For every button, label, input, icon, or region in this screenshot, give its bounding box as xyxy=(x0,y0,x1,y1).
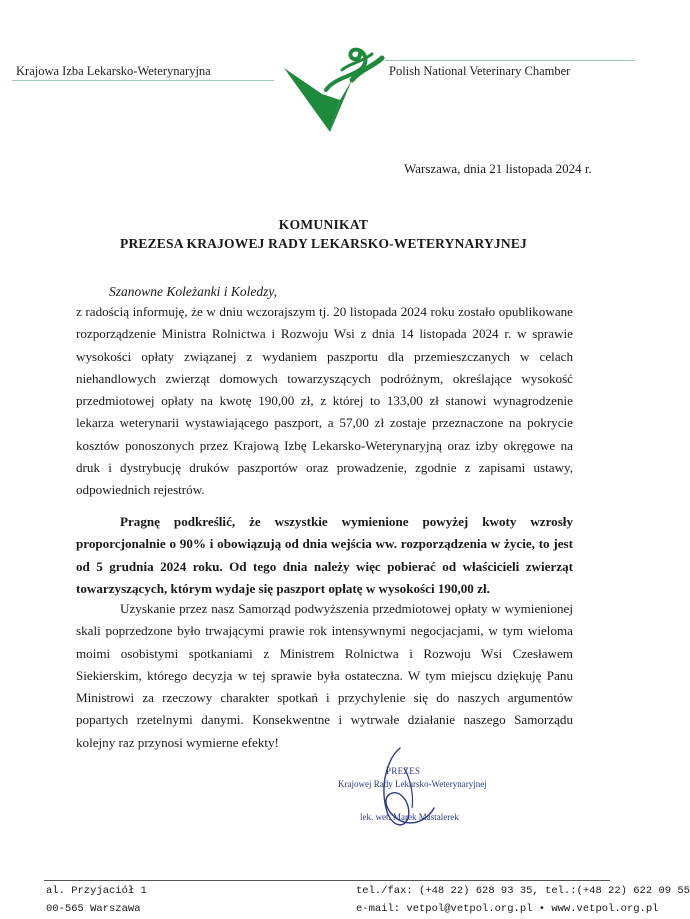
org-name-polish: Krajowa Izba Lekarsko-Weterynaryjna xyxy=(16,64,211,78)
paragraph-announcement: z radością informuję, że w dniu wczorajszym tj. 20 listopada 2024 roku zostało opublikowane rozporządzenie Ministra Rolnictwa i Rozwoju Wsi z dnia 14 listopada 2024 r. w sprawie wysokości opłaty związanej z wydaniem paszportu dla przemieszczanych w celach niehandlowych zwierząt domowych towarzyszących podróżnym, określające wysokość przedmiotowej opłaty na kwotę 190,00 zł, z której to 133,00 zł stanowi wynagrodzenie lekarza weterynarii wystawiającego paszport, a 57,00 zł zostaje przeznaczone na pokrycie kosztów ponoszonych przez Krajową Izbę Lekarsko-Weterynaryjną oraz izby okręgowe na druk i dystrybucję druków paszportów oraz prowadzenie, zgodnie z zapisami ustawy, odpowiednich rejestrów. xyxy=(76,304,573,498)
paragraph-emphasis: Pragnę podkreślić, że wszystkie wymienione powyżej kwoty wzrosły proporcjonalnie o 90% i obowiązują od dnia wejścia ww. rozporządzenia w życie, to jest od 5 grudnia 2024 roku. Od tego dnia należy więc pobierać od właścicieli zwierząt towarzyszących, którym wydaje się paszport opłatę w wysokości 190,00 zł. xyxy=(76,514,573,596)
signature-stamp-org: Krajowej Rady Lekarsko-Weterynaryjnej xyxy=(338,779,487,789)
paragraph-negotiations: Uzyskanie przez nasz Samorząd podwyższenia przedmiotowej opłaty w wymienionej skali poprzedzone było trwającymi prawie rok intensywnymi negocjacjami, w tym wieloma moimi osobistymi spotkaniami z Ministrem Rolnictwa i Rozwoju Wsi Czesławem Siekierskim, którego decyzja w tej sprawie była ostateczna. W tym miejscu dziękuję Panu Ministrowi za rzeczowy charakter spotkań i przychylenie się do naszych argumentów popartych rzetelnymi danymi. Konsekwentne i wytrwałe działanie naszego Samorządu kolejny raz przynosi wymierne efekty! xyxy=(76,601,573,750)
greeting: Szanowne Koleżanki i Koledzy, xyxy=(109,284,277,299)
footer-email-web[interactable]: e-mail: vetpol@vetpol.org.pl • www.vetpol.org.pl xyxy=(356,903,659,915)
signatory-name: lek. wet. Marek Mastalerek xyxy=(360,812,459,822)
header-divider-right xyxy=(385,60,635,61)
document-subtitle: PREZESA KRAJOWEJ RADY LEKARSKO-WETERYNARYJNEJ xyxy=(120,236,527,251)
footer-address-city: 00-565 Warszawa xyxy=(46,903,141,915)
document-title: KOMUNIKAT xyxy=(278,217,369,232)
date-line: Warszawa, dnia 21 listopada 2024 r. xyxy=(404,161,592,176)
org-name-english: Polish National Veterinary Chamber xyxy=(389,64,571,78)
footer-address-street: al. Przyjaciół 1 xyxy=(46,885,147,897)
header-divider-left xyxy=(12,80,274,81)
vet-chamber-logo-icon xyxy=(282,40,387,135)
signature-stamp-title: PREZES xyxy=(386,766,421,776)
footer-divider xyxy=(44,880,610,881)
footer-phone: tel./fax: (+48 22) 628 93 35, tel.:(+48 22) 622 09 55 xyxy=(356,885,690,897)
